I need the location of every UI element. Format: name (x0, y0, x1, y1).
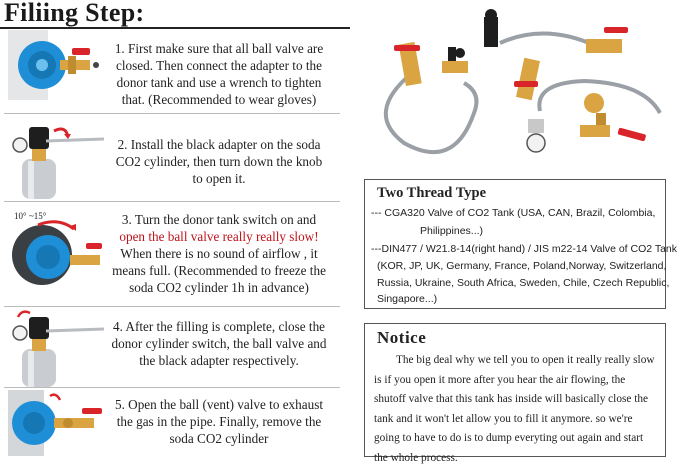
page-title: Filiing Step: (4, 0, 145, 27)
step-5-image (8, 390, 112, 456)
step-1-image (8, 30, 103, 100)
notice-title: Notice (377, 328, 427, 347)
step-1-text: 1. First make sure that all ball valve are closed. Then connect the adapter to the donor tank and use a wrench to tighten that. (Recommended to wear gloves) (114, 41, 324, 107)
thread-line: Singapore...) (377, 293, 438, 305)
step-3-text (110, 211, 328, 296)
step-3-text-before: 3. Turn the donor tank switch on and (121, 212, 317, 227)
step-divider (4, 201, 340, 202)
thread-line: --- CGA320 Valve of CO2 Tank (USA, CAN, Brazil, Colombia, (371, 207, 656, 219)
step-3-text-after: When there is no sound of airflow , it means full. (Recommended to freeze the soda CO2 cylinder 1h in advance) (112, 246, 326, 295)
thread-line: (KOR, JP, UK, Germany, France, Poland,Norway, Switzerland, (377, 260, 667, 272)
thread-type-title: Two Thread Type (377, 185, 487, 201)
step-divider (4, 306, 340, 307)
thread-line: Russia, Ukraine, South Africa, Sweden, Chile, Czech Republic, (377, 277, 670, 289)
step-divider (4, 387, 340, 388)
step-3-image (8, 205, 110, 305)
angle-label: 10° ~15° (14, 211, 47, 221)
thread-line: ---DIN477 / W21.8-14(right hand) / JIS m22-14 Valve of CO2 Tank (371, 243, 677, 255)
step-3-warning: open the ball valve really really slow! (119, 229, 319, 244)
step-2-text: 2. Install the black adapter on the soda CO2 cylinder, then turn down the knob to open it. (115, 137, 323, 186)
step-5-text: 5. Open the ball (vent) valve to exhaust the gas in the pipe. Finally, remove the soda CO2 cylinder (114, 397, 323, 446)
notice-text (374, 351, 656, 469)
title-underline (0, 27, 350, 29)
step-4-text: 4. After the filling is complete, close the donor cylinder switch, the ball valve and the black adapter respectively. (111, 319, 327, 368)
step-4-image (8, 309, 108, 387)
step-2-image (8, 117, 108, 199)
thread-line: Philippines...) (420, 225, 484, 237)
notice-body: The big deal why we tell you to open it really really slow is if you open it more after you hear the air flowing, the shutoff valve that this tank has inside will basically close the tank and it won't let allow you to fill it anymore. so we're going to have to do is to dump everyting out again and start the whole process. (374, 354, 655, 464)
step-divider (4, 113, 340, 114)
product-photo (364, 3, 666, 170)
